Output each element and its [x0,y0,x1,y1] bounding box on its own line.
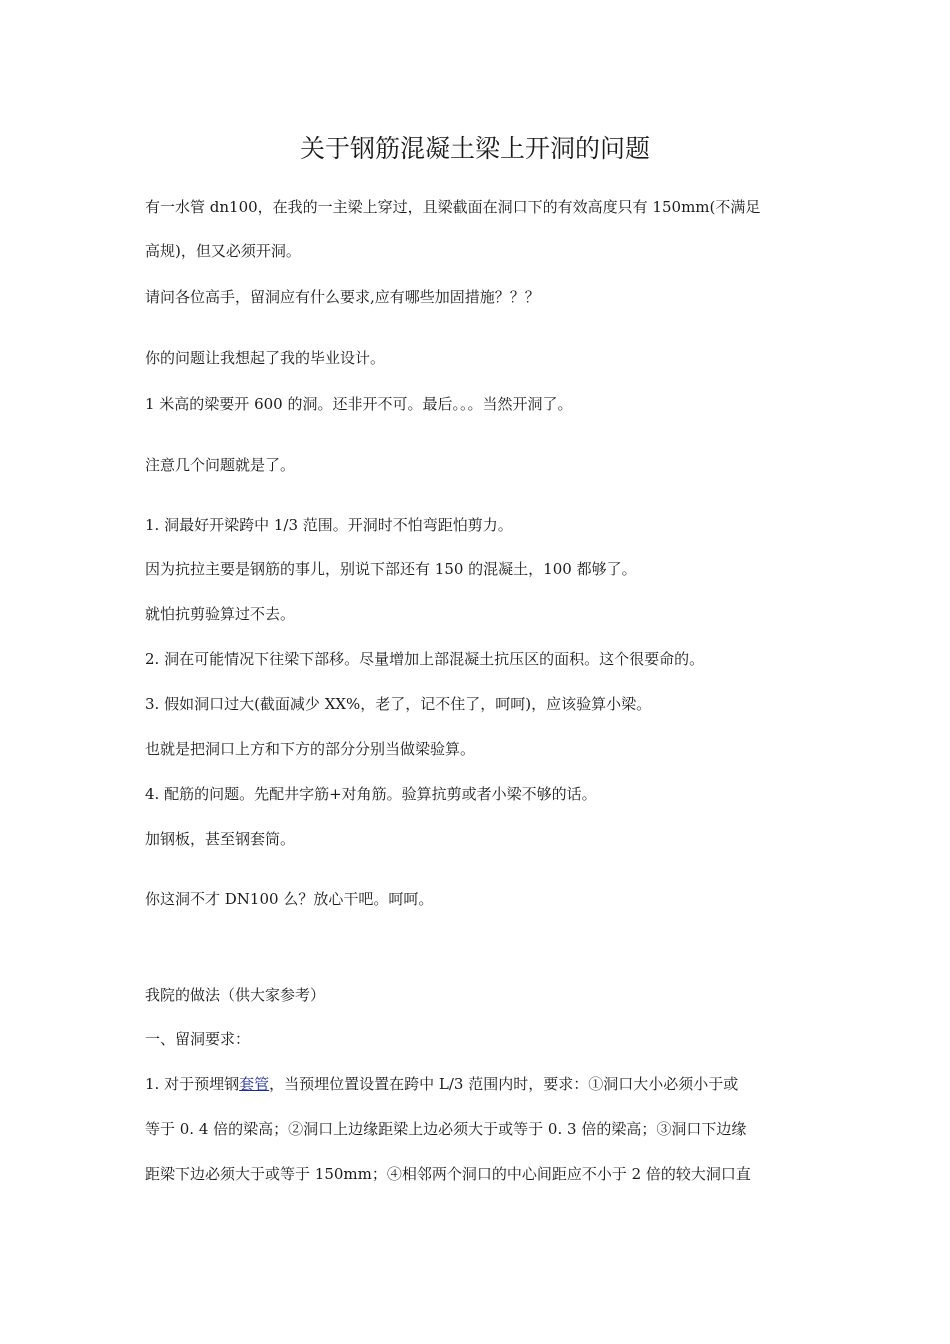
answer1-line-4: 1. 洞最好开梁跨中 1/3 范围。开洞时不怕弯距怕剪力。 [145,516,513,534]
answer2-line-2: 一、留洞要求： [145,1030,251,1048]
answer1-line-7: 2. 洞在可能情况下往梁下部移。尽量增加上部混凝土抗压区的面积。这个很要命的。 [145,650,705,668]
answer2-line-4: 等于 0. 4 倍的梁高；②洞口上边缘距梁上边必须大于或等于 0. 3 倍的梁高；③洞口下边缘 [145,1120,747,1138]
answer2-line-5: 距梁下边必须大于或等于 150mm；④相邻两个洞口的中心间距应不小于 2 倍的较大洞口直 [145,1165,751,1183]
answer2-line-3-suffix: ，当预埋位置设置在跨中 L/3 范围内时，要求：①洞口大小必须小于或 [269,1075,739,1093]
answer1-line-3: 注意几个问题就是了。 [145,456,296,474]
question-line-3: 请问各位高手，留洞应有什么要求,应有哪些加固措施？？？ [145,288,540,306]
answer1-line-11: 加钢板，甚至钢套筒。 [145,830,296,848]
question-line-1: 有一水管 dn100，在我的一主梁上穿过，且梁截面在洞口下的有效高度只有 150mm(不满足 [145,198,761,216]
answer1-line-9: 也就是把洞口上方和下方的部分分别当做梁验算。 [145,740,476,758]
casing-link[interactable]: 套管 [239,1075,270,1093]
answer2-line-1: 我院的做法（供大家参考） [145,986,326,1004]
answer1-line-12: 你这洞不才 DN100 么？放心干吧。呵呵。 [145,890,434,908]
answer1-line-1: 你的问题让我想起了我的毕业设计。 [145,349,386,367]
document-title: 关于钢筋混凝土梁上开洞的问题 [299,134,650,163]
answer2-line-3-prefix: 1. 对于预埋钢 [145,1075,240,1093]
answer1-line-5: 因为抗拉主要是钢筋的事儿，别说下部还有 150 的混凝土，100 都够了。 [145,560,637,578]
answer1-line-2: 1 米高的梁要开 600 的洞。还非开不可。最后。。。当然开洞了。 [145,395,573,413]
answer1-line-10: 4. 配筋的问题。先配井字筋+对角筋。验算抗剪或者小梁不够的话。 [145,785,597,803]
answer1-line-8: 3. 假如洞口过大(截面减少 XX%，老了，记不住了，呵呵)，应该验算小梁。 [145,695,652,713]
answer2-line-3 [145,1073,815,1095]
question-line-2: 高规)，但又必须开洞。 [145,242,301,260]
answer1-line-6: 就怕抗剪验算过不去。 [145,605,296,623]
